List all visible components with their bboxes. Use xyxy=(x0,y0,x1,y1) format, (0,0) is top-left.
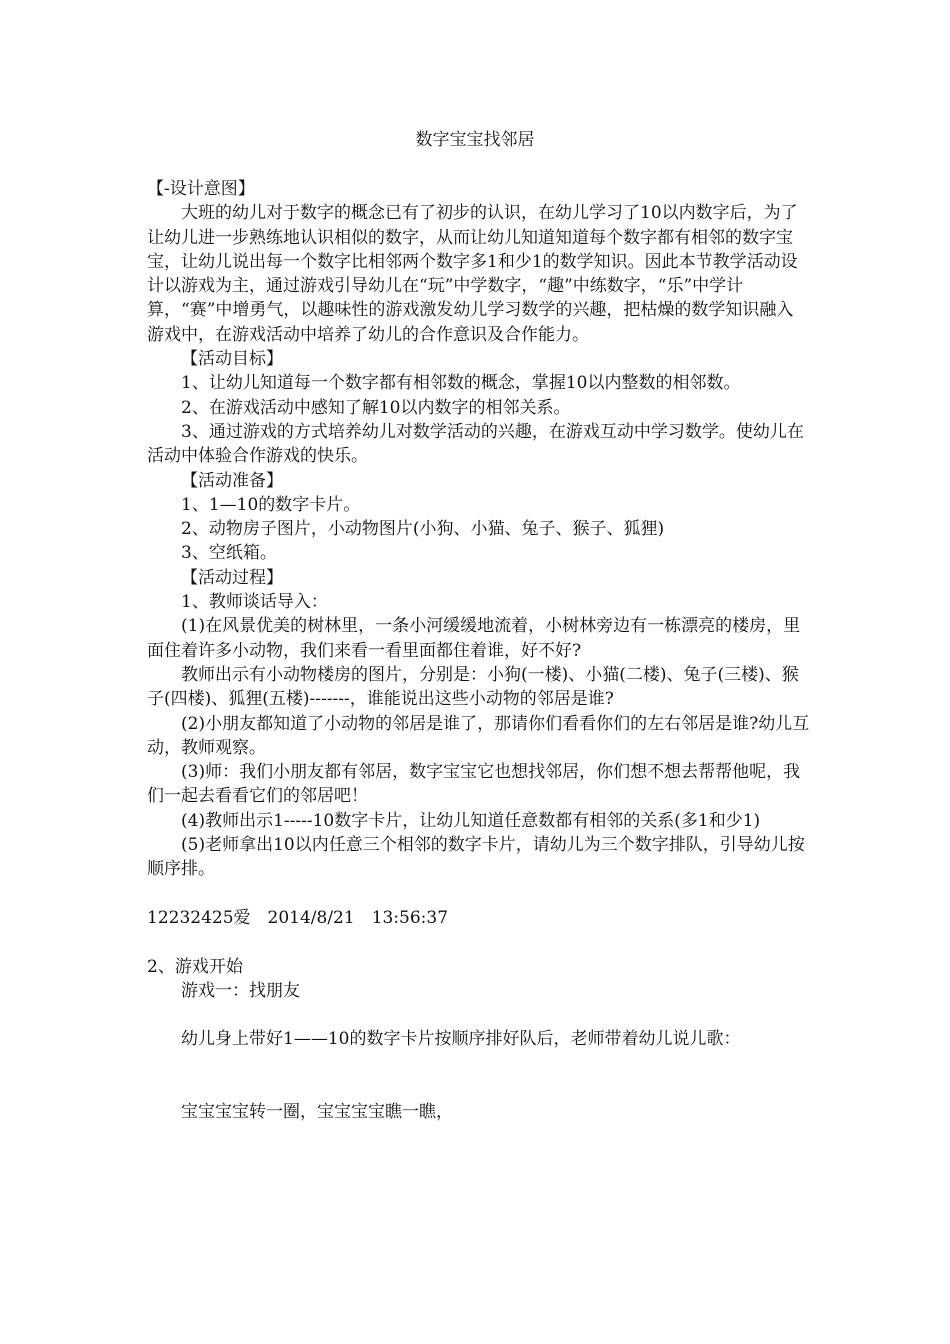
paragraph: (2)小朋友都知道了小动物的邻居是谁了，那请你们看看你们的左右邻居是谁?幼儿互动，教师观察。 xyxy=(147,713,810,758)
document-body xyxy=(147,177,810,1125)
paragraph: 教师出示有小动物楼房的图片，分别是：小狗(一楼)、小猫(二楼)、兔子(三楼)、猴子(四楼)、狐狸(五楼)-------，谁能说出这些小动物的邻居是谁? xyxy=(147,664,799,710)
paragraph: 【活动过程】 xyxy=(181,567,283,588)
paragraph: 1、让幼儿知道每一个数字都有相邻数的概念，掌握10以内整数的相邻数。 xyxy=(181,373,741,394)
blank-line xyxy=(147,930,810,954)
paragraph: (1)在风景优美的树林里，一条小河缓缓地流着，小树林旁边有一栋漂亮的楼房，里面住着许多小动物，我们来看一看里面都住着谁，好不好? xyxy=(147,616,801,661)
paragraph: 【活动准备】 xyxy=(181,470,283,491)
paragraph: 【-设计意图】 xyxy=(147,179,255,199)
blank-line xyxy=(147,1052,810,1076)
blank-line xyxy=(147,1003,810,1027)
paragraph: 2、游戏开始 xyxy=(147,956,243,977)
paragraph: 宝宝宝宝转一圈，宝宝宝宝瞧一瞧， xyxy=(181,1102,453,1123)
paragraph: 3、通过游戏的方式培养幼儿对数学活动的兴趣，在游戏互动中学习数学。使幼儿在活动中体验合作游戏的快乐。 xyxy=(147,421,804,467)
paragraph: 2、动物房子图片，小动物图片(小狗、小猫、兔子、猴子、狐狸) xyxy=(181,519,665,540)
blank-line xyxy=(147,1076,810,1100)
paragraph: 1、教师谈话导入： xyxy=(181,592,328,613)
blank-line xyxy=(147,882,810,906)
paragraph: 游戏一：找朋友 xyxy=(181,980,300,1001)
paragraph: 12232425爱 2014/8/21 13:56:37 xyxy=(147,907,449,928)
paragraph: 【活动目标】 xyxy=(181,349,283,370)
paragraph: 2、在游戏活动中感知了解10以内数字的相邻关系。 xyxy=(181,397,571,418)
paragraph: 大班的幼儿对于数字的概念已有了初步的认识，在幼儿学习了10以内数字后，为了让幼儿进一步熟练地认识相似的数字，从而让幼儿知道知道每个数字都有相邻的数字宝宝，让幼儿说出每一个数字比相邻两个数字多1和少1的数学知识。因此本节教学活动设计以游戏为主，通过游戏引导幼儿在“玩”中学数字，“趣”中练数字，“乐”中学计算，“赛”中增勇气，以趣味性的游戏激发幼儿学习数学的兴趣，把枯燥的数学知识融入游戏中，在游戏活动中培养了幼儿的合作意识及合作能力。 xyxy=(147,203,798,345)
paragraph: (3)师：我们小朋友都有邻居，数字宝宝它也想找邻居，你们想不想去帮帮他呢，我们一起去看看它们的邻居吧！ xyxy=(147,762,801,807)
paragraph: (5)老师拿出10以内任意三个相邻的数字卡片，请幼儿为三个数字排队，引导幼儿按顺序排。 xyxy=(147,835,805,880)
paragraph: 幼儿身上带好1——10的数字卡片按顺序排好队后，老师带着幼儿说儿歌： xyxy=(181,1029,741,1050)
document-title: 数字宝宝找邻居 xyxy=(415,130,535,150)
paragraph: 3、空纸箱。 xyxy=(181,543,277,564)
paragraph: (4)教师出示1-----10数字卡片，让幼儿知道任意数都有相邻的关系(多1和少1) xyxy=(181,810,761,831)
paragraph: 1、1—10的数字卡片。 xyxy=(181,494,361,515)
